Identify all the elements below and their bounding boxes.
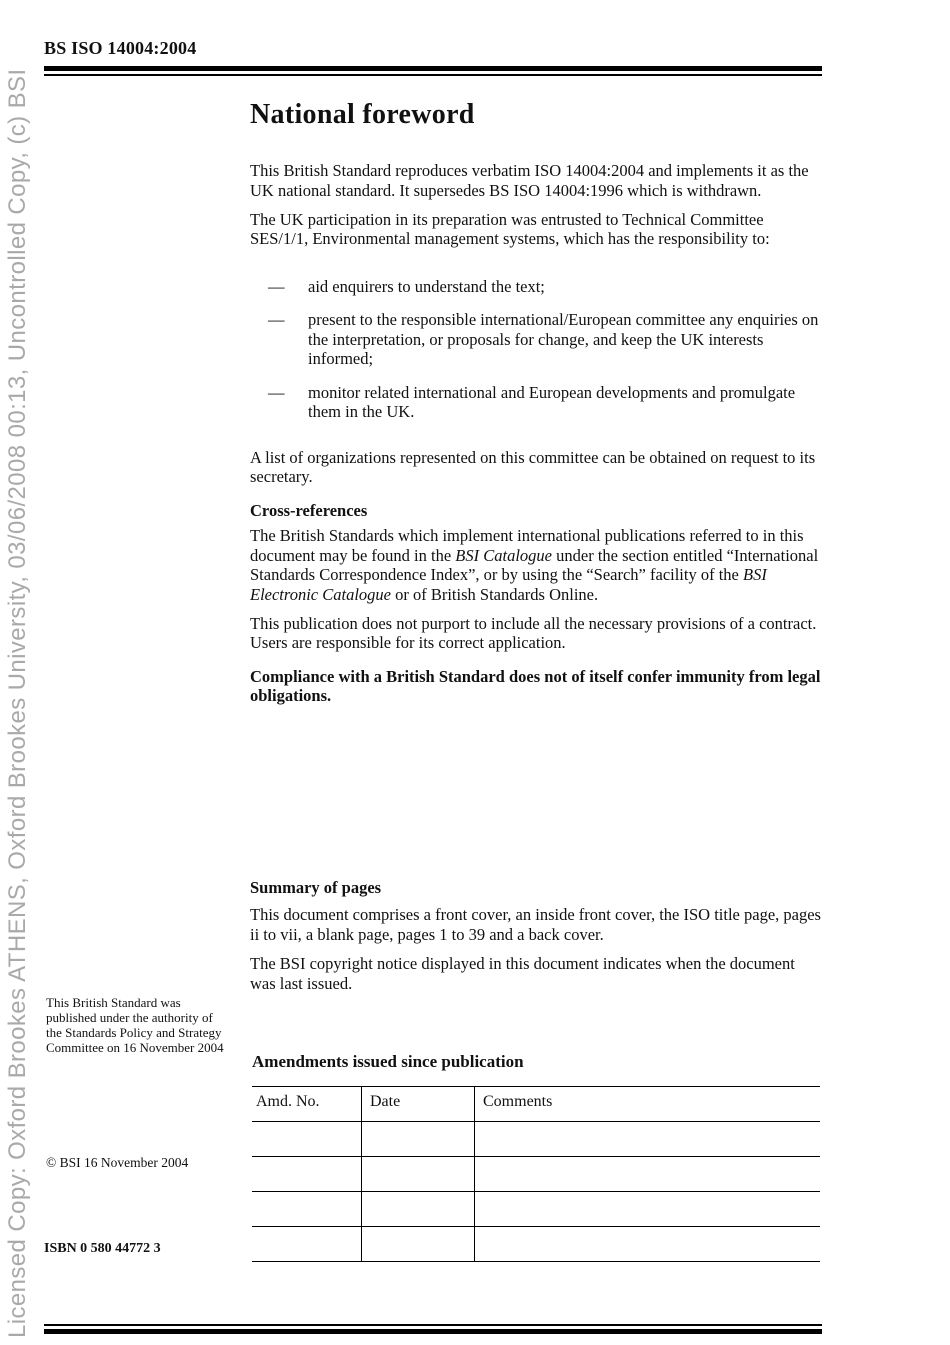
amendments-empty-cell [252,1157,361,1191]
header-rule-thin [44,74,822,76]
amendments-empty-cell [474,1227,820,1261]
dash-marker: — [268,310,285,330]
amendments-empty-cell [252,1192,361,1226]
italic-text: BSI Electronic Catalogue [250,565,767,604]
amendments-empty-row [252,1122,820,1157]
normal-text: under the section entitled “International Standards Correspondence Index”, or by using the “Search” facility of the [250,545,819,585]
amendments-empty-cell [474,1157,820,1191]
normal-text: The British Standards which implement international publications referred to in this document may be found in the [250,526,804,565]
paragraph-summary-pages: This document comprises a front cover, an inside front cover, the ISO title page, pages ii to vii, a blank page, pages 1 to 39 and a back cover. [250,905,821,944]
amendments-empty-cell [474,1122,820,1156]
amendments-empty-row [252,1227,820,1262]
amendments-empty-cell [361,1122,474,1156]
paragraph-intro: This British Standard reproduces verbatim ISO 14004:2004 and implements it as the UK national standard. It supersedes BS ISO 14004:1996 which is withdrawn. [250,161,809,200]
paragraph-cross-references [250,526,822,604]
header-rule [44,66,822,76]
footer-rule [44,1324,822,1334]
amendments-header-row [252,1087,820,1122]
amendments-empty-cell [361,1157,474,1191]
list-item [268,277,822,296]
paragraph-organizations: A list of organizations represented on this committee can be obtained on request to its secretary. [250,447,816,487]
summary-section [250,878,822,1003]
license-watermark: Licensed Copy: Oxford Brookes ATHENS, Oxford Brookes University, 03/06/2008 00:13, Uncontrolled Copy, (c) BSI [4,68,31,1338]
paragraph-compliance: Compliance with a British Standard does not of itself confer immunity from legal obligations. [250,666,821,706]
document-reference: BS ISO 14004:2004 [44,38,197,58]
footer-rule-thick [44,1329,822,1334]
page-title: National foreword [250,99,475,130]
list-item [268,383,822,422]
amendments-empty-cell [361,1227,474,1261]
amendments-empty-row [252,1157,820,1192]
amendments-empty-cell [252,1227,361,1261]
amendments-empty-cell [361,1192,474,1226]
column-header-comments: Comments [474,1087,820,1121]
amendments-empty-cell [474,1192,820,1226]
list-item-text: aid enquirers to understand the text; [308,276,545,296]
list-item-text: present to the responsible international/European committee any enquiries on the interpretation, or proposals for change, and keep the UK interests informed; [308,310,819,369]
cross-references-heading: Cross-references [250,500,368,520]
list-item-text: monitor related international and European developments and promulgate them in the UK. [308,382,796,422]
list-item [268,310,822,368]
amendments-empty-cell [252,1122,361,1156]
normal-text: or of British Standards Online. [390,584,599,604]
italic-text: BSI Catalogue [455,545,552,565]
dash-marker: — [268,276,285,296]
isbn-line: ISBN 0 580 44772 3 [44,1241,161,1256]
column-header-date: Date [361,1087,474,1121]
paragraph-copyright-notice: The BSI copyright notice displayed in this document indicates when the document was last issued. [250,954,795,993]
responsibility-list [250,277,822,422]
column-header-amd-no: Amd. No. [256,1093,320,1110]
paragraph-publication: This publication does not purport to include all the necessary provisions of a contract. Users are responsible for its correct application. [250,614,817,653]
amendments-table [252,1086,820,1262]
paragraph-participation: The UK participation in its preparation was entrusted to Technical Committee SES/1/1, Environmental management systems, which has the responsibility to: [250,209,770,249]
amendments-empty-row [252,1192,820,1227]
dash-marker: — [268,382,285,402]
amendments-table-body [252,1122,820,1262]
copyright-line: © BSI 16 November 2004 [46,1155,189,1170]
foreword-section [250,98,822,706]
summary-heading: Summary of pages [250,878,382,897]
amendments-heading: Amendments issued since publication [252,1052,524,1071]
publication-authority-note: This British Standard was published under the authority of the Standards Policy and Strategy Committee on 16 November 2004 [46,995,224,1056]
